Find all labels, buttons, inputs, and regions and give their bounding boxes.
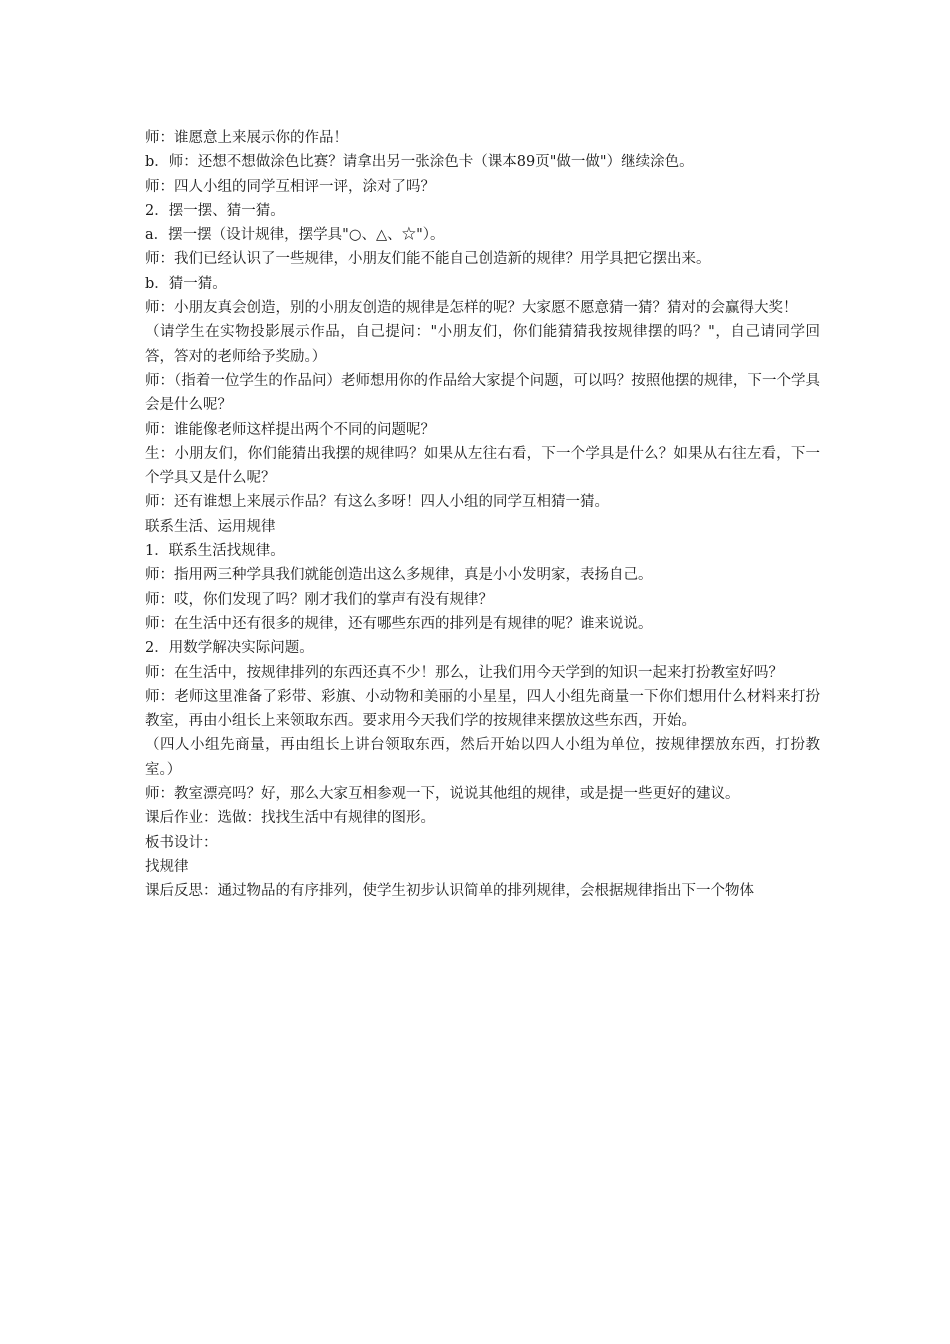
paragraph: 师：老师这里准备了彩带、彩旗、小动物和美丽的小星星，四人小组先商量一下你们想用什么材料来打扮教室，再由小组长上来领取东西。要求用今天我们学的按规律来摆放这些东西，开始。	[145, 688, 820, 730]
paragraph: 师：谁能像老师这样提出两个不同的问题呢？	[145, 421, 435, 438]
section-heading: 联系生活、运用规律	[145, 518, 276, 535]
paragraph: 师：指用两三种学具我们就能创造出这么多规律，真是小小发明家，表扬自己。	[145, 567, 653, 584]
paragraph: a．摆一摆（设计规律，摆学具"○、△、☆"）。	[145, 227, 445, 244]
paragraph: （请学生在实物投影展示作品，自己提问："小朋友们，你们能猜猜我按规律摆的吗？"，自己请同学回答，答对的老师给予奖励。）	[145, 324, 820, 365]
reflection-paragraph: 课后反思：通过物品的有序排列，使学生初步认识简单的排列规律，会根据规律指出下一个物体	[145, 883, 754, 900]
paragraph: 师：教室漂亮吗？好，那么大家互相参观一下，说说其他组的规律，或是提一些更好的建议。	[145, 786, 740, 803]
paragraph: （四人小组先商量，再由组长上讲台领取东西，然后开始以四人小组为单位，按规律摆放东西，打扮教室。）	[145, 737, 820, 778]
paragraph: 生：小朋友们，你们能猜出我摆的规律吗？如果从左往右看，下一个学具是什么？如果从右往左看，下一个学具又是什么呢？	[145, 445, 820, 487]
paragraph: b．猜一猜。	[145, 275, 227, 292]
homework-line: 课后作业：选做：找找生活中有规律的图形。	[145, 810, 435, 827]
board-design-label: 板书设计：	[145, 834, 218, 851]
board-design-title: 找规律	[145, 858, 189, 875]
document-body	[145, 126, 820, 904]
paragraph: 师：小朋友真会创造，别的小朋友创造的规律是怎样的呢？大家愿不愿意猜一猜？猜对的会赢得大奖！	[145, 300, 798, 317]
paragraph: 师：四人小组的同学互相评一评，涂对了吗？	[145, 178, 435, 195]
paragraph: 2．用数学解决实际问题。	[145, 640, 314, 657]
paragraph: b．师：还想不想做涂色比赛？请拿出另一张涂色卡（课本89页"做一做"）继续涂色。	[145, 154, 694, 171]
paragraph: 师：在生活中还有很多的规律，还有哪些东西的排列是有规律的呢？谁来说说。	[145, 615, 653, 632]
paragraph: 师：在生活中，按规律排列的东西还真不少！那么，让我们用今天学到的知识一起来打扮教室好吗？	[145, 664, 783, 681]
paragraph: 师：哎，你们发现了吗？刚才我们的掌声有没有规律？	[145, 591, 493, 608]
paragraph: 1．联系生活找规律。	[145, 543, 285, 560]
paragraph: 师：还有谁想上来展示作品？有这么多呀！四人小组的同学互相猜一猜。	[145, 494, 609, 511]
paragraph: 2．摆一摆、猜一猜。	[145, 202, 285, 219]
paragraph: 师：（指着一位学生的作品问）老师想用你的作品给大家提个问题，可以吗？按照他摆的规律，下一个学具会是什么呢？	[145, 372, 820, 414]
paragraph: 师：我们已经认识了一些规律，小朋友们能不能自己创造新的规律？用学具把它摆出来。	[145, 251, 711, 268]
paragraph: 师：谁愿意上来展示你的作品！	[145, 130, 348, 146]
